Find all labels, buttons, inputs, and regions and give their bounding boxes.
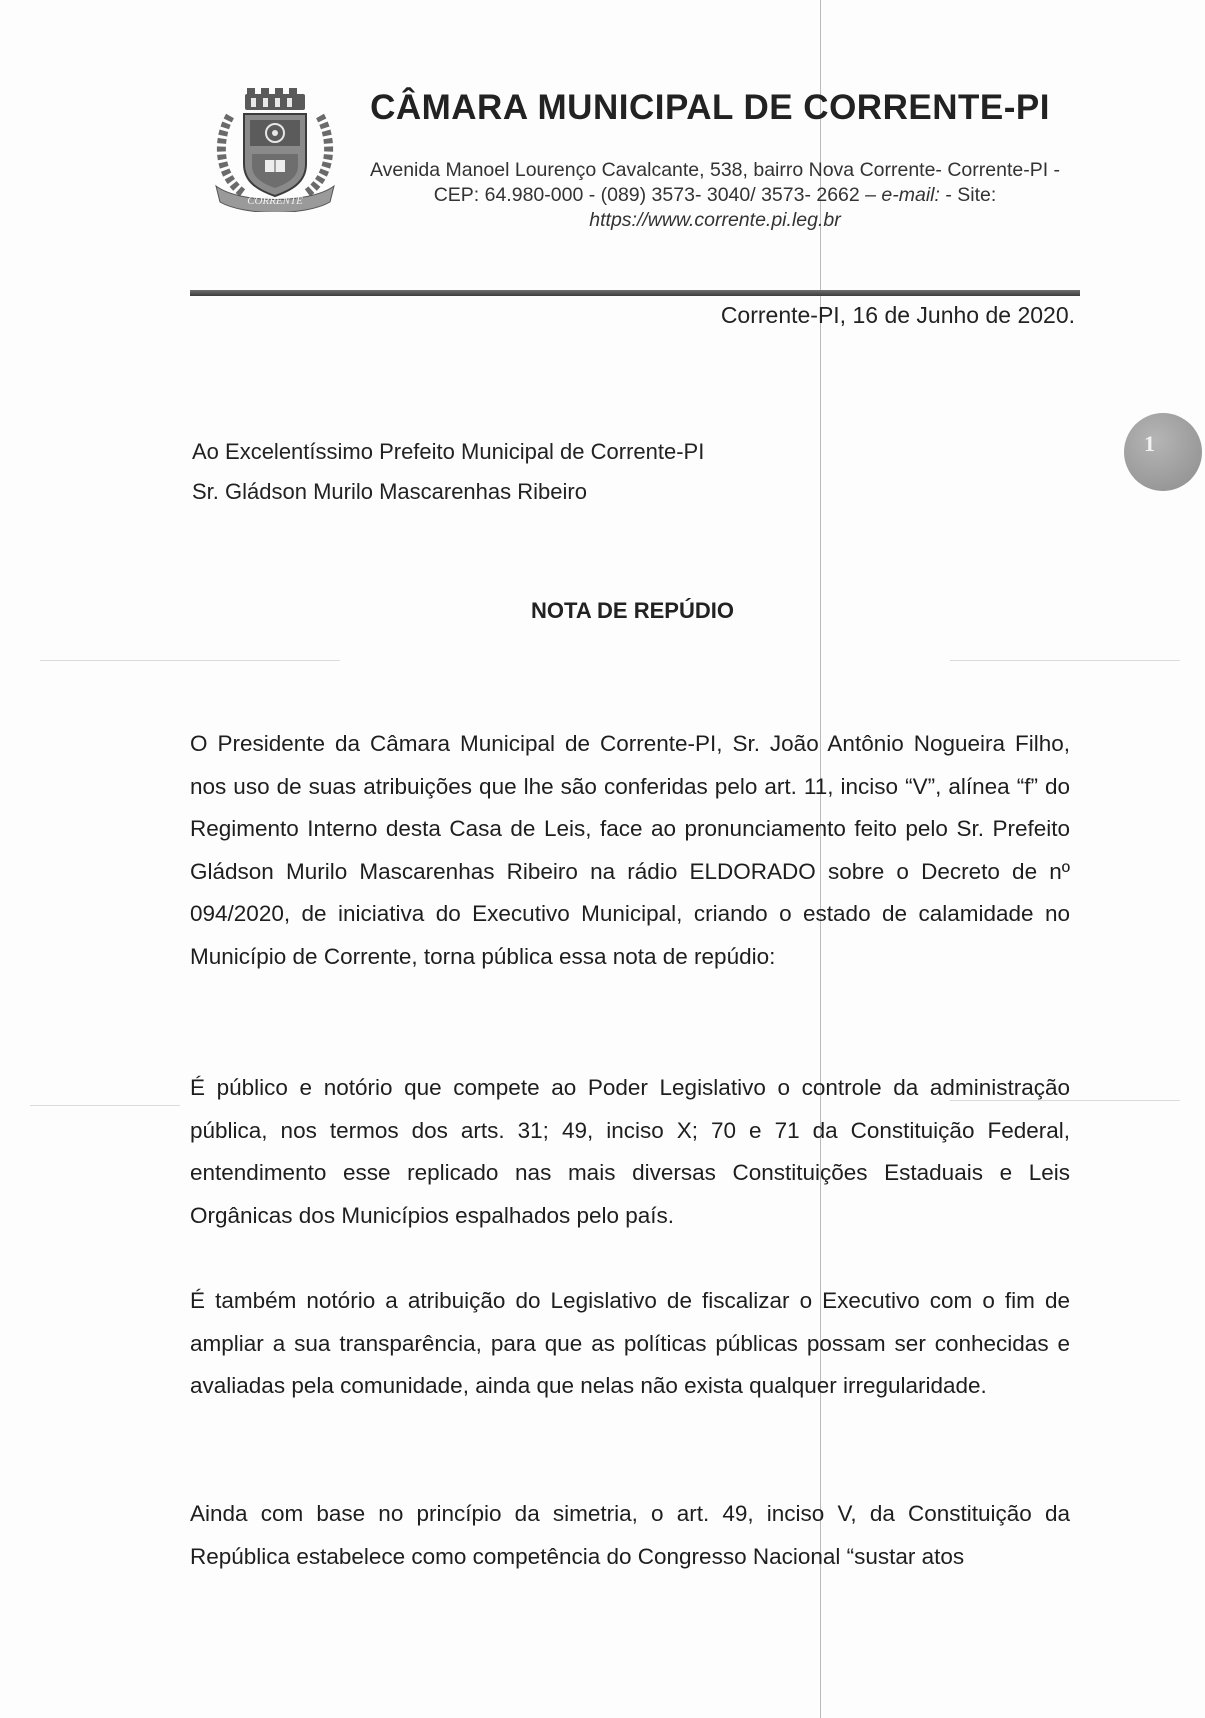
- institution-address: [335, 158, 1095, 233]
- address-line-1: Avenida Manoel Lourenço Cavalcante, 538, bairro Nova Corrente- Corrente-PI -: [369, 159, 1061, 181]
- website-link[interactable]: https://www.corrente.pi.leg.br: [589, 209, 841, 231]
- email-label: e-mail:: [881, 184, 940, 206]
- address-cep-phone: CEP: 64.980-000 - (089) 3573- 3040/ 3573- 2662 –: [433, 184, 882, 206]
- header-divider: [190, 290, 1080, 296]
- page-number-badge: 1: [1124, 413, 1202, 491]
- address-line-2: [335, 183, 1095, 208]
- recipient-title: Ao Excelentíssimo Prefeito Municipal de Corrente-PI: [192, 439, 705, 464]
- paragraph-intro: O Presidente da Câmara Municipal de Corrente-PI, Sr. João Antônio Nogueira Filho, nos uso de suas atribuições que lhe são conferidas pelo art. 11, inciso “V”, alínea “f” do Regimento Interno desta Casa de Leis, face ao pronunciamento feito pelo Sr. Prefeito Gládson Murilo Mascarenhas Ribeiro na rádio ELDORADO sobre o Decreto de nº 094/2020, de iniciativa do Executivo Municipal, criando o estado de calamidade no Município de Corrente, torna pública essa nota de repúdio:: [190, 731, 1070, 969]
- seal-ribbon-text: CORRENTE: [247, 195, 303, 207]
- recipient-name: Sr. Gládson Murilo Mascarenhas Ribeiro: [192, 479, 587, 504]
- scan-artifact-dash: [30, 1105, 180, 1106]
- document-title: NOTA DE REPÚDIO: [531, 598, 734, 623]
- scan-artifact-dash: [40, 660, 340, 661]
- paragraph-oversight: É também notório a atribuição do Legislativo de fiscalizar o Executivo com o fim de ampliar a sua transparência, para que as políticas públicas possam ser conhecidas e avaliadas pela comunidade, ainda que nelas não exista qualquer irregularidade.: [190, 1288, 1070, 1398]
- scan-artifact-dash: [950, 660, 1180, 661]
- paragraph-legislative-control: É público e notório que compete ao Poder Legislativo o controle da administração pública, nos termos dos arts. 31; 49, inciso X; 70 e 71 da Constituição Federal, entendimento esse replicado nas mais diversas Constituições Estaduais e Leis Orgânicas dos Municípios espalhados pelo país.: [190, 1075, 1070, 1228]
- site-label: - Site:: [939, 184, 997, 206]
- paragraph-symmetry: Ainda com base no princípio da simetria, o art. 49, inciso V, da Constituição da República estabelece como competência do Congresso Nacional “sustar atos: [190, 1501, 1070, 1569]
- recipient-block: [192, 432, 704, 512]
- document-date: Corrente-PI, 16 de Junho de 2020.: [720, 302, 1075, 328]
- coat-of-arms-seal: [210, 86, 340, 212]
- institution-name: CÂMARA MUNICIPAL DE CORRENTE-PI: [370, 88, 1050, 127]
